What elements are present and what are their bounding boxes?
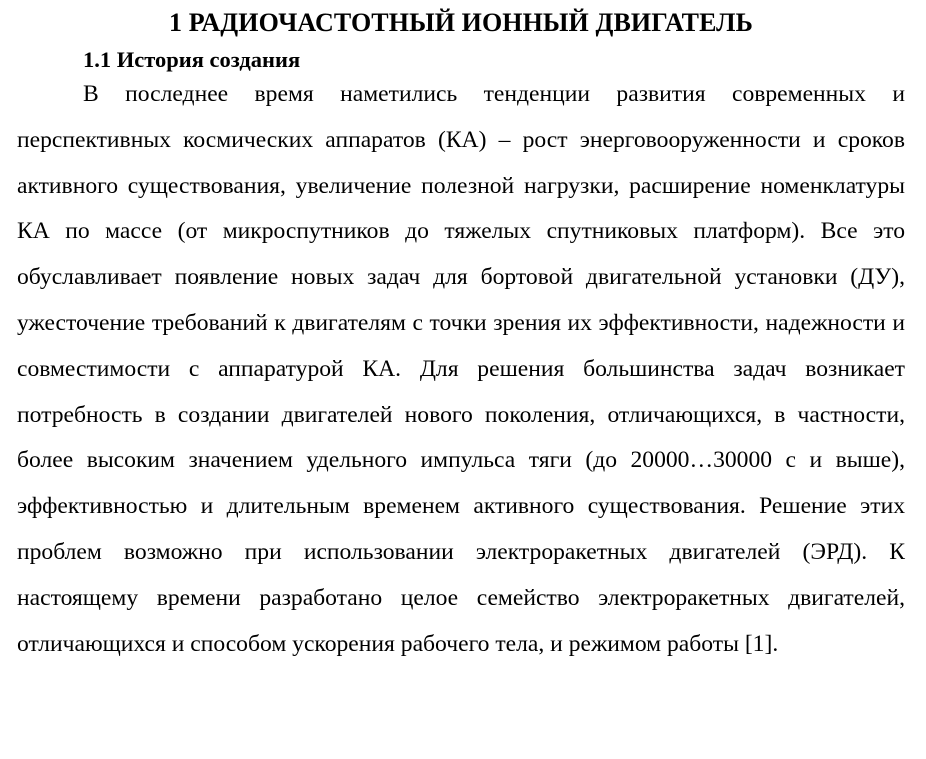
body-paragraph: В последнее время наметились тенденции развития современных и перспективных космических аппаратов (КА) – рост энерговооруженности и сроков активного существования, увеличение полезной нагрузки, расширение номенклатуры КА по массе (от микроспутников до тяжелых спутниковых платформ). Все это обуславливает появление новых задач для бортовой двигательной установки (ДУ), ужесточение требований к двигателям с точки зрения их эффективности, надежности и совместимости с аппаратурой КА. Для решения большинства задач возникает потребность в создании двигателей нового поколения, отличающихся, в частности, более высоким значением удельного импульса тяги (до 20000…30000 с и выше), эффективностью и длительным временем активного существования. Решение этих проблем возможно при использовании электроракетных двигателей (ЭРД). К настоящему времени разработано целое семейство электроракетных двигателей, отличающихся и способом ускорения рабочего тела, и режимом работы [1]. (17, 81, 905, 657)
section-title: 1.1 История создания (83, 47, 301, 72)
chapter-title: 1 РАДИОЧАСТОТНЫЙ ИОННЫЙ ДВИГАТЕЛЬ (169, 8, 753, 37)
